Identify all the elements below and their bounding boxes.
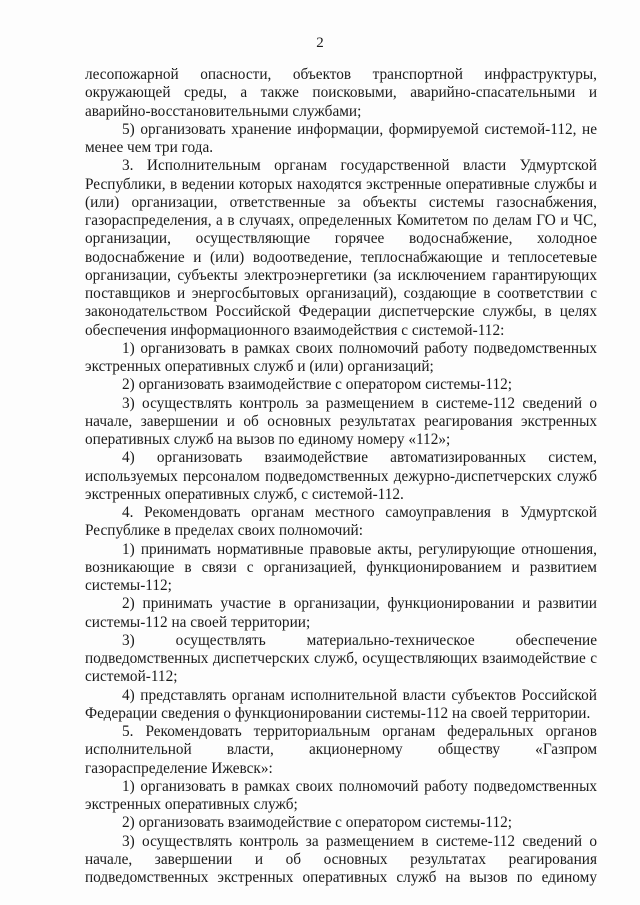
paragraph-continuation: лесопожарной опасности, объектов транспортной инфраструктуры, окружающей среды, а также поисковыми, аварийно-спасательными и аварийно-восстановительными службами; [85, 66, 597, 120]
paragraph-s4-item-4: 4) представлять органам исполнительной власти субъектов Российской Федерации сведения о функционировании системы-112 на своей территории. [85, 686, 597, 722]
paragraph-s3-item-2: 2) организовать взаимодействие с оператором системы-112; [122, 376, 513, 394]
paragraph-section-4: 4. Рекомендовать органам местного самоуправления в Удмуртской Республике в пределах своих полномочий: [85, 504, 597, 540]
paragraph-s5-item-3: 3) осуществлять контроль за размещением в системе-112 сведений о начале, завершении и об основных результатах реагирования подведомственных экстренных оперативных служб на вызов по единому [85, 832, 597, 886]
paragraph-s4-item-2: 2) принимать участие в организации, функционировании и развитии системы-112 на своей территории; [85, 595, 597, 631]
paragraph-s3-item-4: 4) организовать взаимодействие автоматизированных систем, используемых персоналом подведомственных дежурно-диспетчерских служб экстренных оперативных служб, с системой-112. [85, 449, 597, 503]
paragraph-item-5-storage: 5) организовать хранение информации, формируемой системой-112, не менее чем три года. [85, 120, 597, 156]
page-number: 2 [316, 35, 324, 51]
paragraph-s5-item-1: 1) организовать в рамках своих полномочий работу подведомственных экстренных оперативных служб; [85, 777, 597, 813]
paragraph-s3-item-1: 1) организовать в рамках своих полномочий работу подведомственных экстренных оперативных служб и (или) организаций; [85, 339, 597, 375]
paragraph-s4-item-3: 3) осуществлять материально-техническое обеспечение подведомственных диспетчерских служб, осуществляющих взаимодействие с системой-112; [85, 631, 597, 686]
paragraph-s5-item-2: 2) организовать взаимодействие с оператором системы-112; [122, 814, 513, 832]
paragraph-s3-item-3: 3) осуществлять контроль за размещением в системе-112 сведений о начале, завершении и об основных результатах реагирования экстренных оперативных служб на вызов по единому номеру «112»; [85, 394, 597, 448]
document-body [85, 66, 597, 887]
paragraph-s4-item-1: 1) принимать нормативные правовые акты, регулирующие отношения, возникающие в связи с организацией, функционированием и развитием системы-112; [85, 540, 597, 594]
paragraph-section-5: 5. Рекомендовать территориальным органам федеральных органов исполнительной власти, акционерному обществу «Газпром газораспределение Ижевск»: [85, 723, 597, 777]
paragraph-section-3: 3. Исполнительным органам государственной власти Удмуртской Республики, в ведении которых находятся экстренные оперативные службы и (или) организации, ответственные за объекты системы газоснабжения, газораспределения, а в случаях, определенных Комитетом по делам ГО и ЧС, организации, осуществляющие горячее водоснабжение, холодное водоснабжение и (или) водоотведение, теплоснабжающие и теплосетевые организации, субъекты электроэнергетики (за исключением гарантирующих поставщиков и энергосбытовых организаций), создающие в соответствии с законодательством Российской Федерации диспетчерские службы, в целях обеспечения информационного взаимодействия с системой-112: [85, 157, 597, 339]
